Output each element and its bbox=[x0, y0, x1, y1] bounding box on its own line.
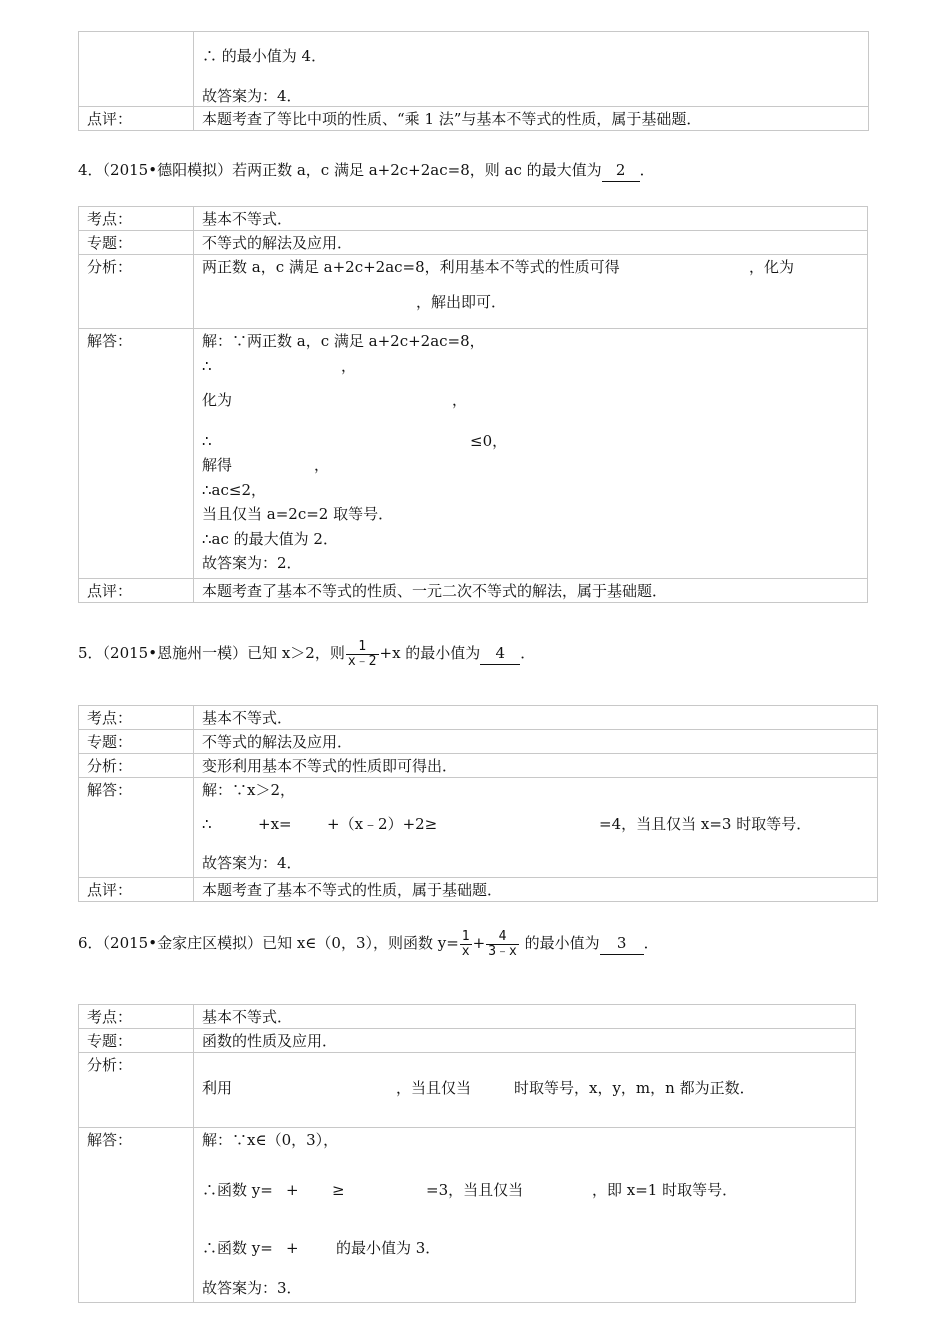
analysis-label: 分析： bbox=[79, 1053, 194, 1128]
solution-line: ∴ bbox=[202, 815, 212, 833]
topic-label: 考点： bbox=[79, 1005, 194, 1029]
analysis-text: 变形利用基本不等式的性质即可得出． bbox=[194, 754, 878, 778]
solution-line: =3，当且仅当 bbox=[426, 1181, 524, 1199]
subject-text: 不等式的解法及应用． bbox=[194, 730, 878, 754]
fraction-numerator: 1 bbox=[346, 640, 379, 655]
analysis-line: 两正数 a，c 满足 a+2c+2ac=8，利用基本不等式的性质可得 bbox=[202, 258, 620, 276]
fraction-numerator: 1 bbox=[461, 929, 470, 944]
question-text: 4．（2015•德阳模拟）若两正数 a，c 满足 a+2c+2ac=8，则 ac 的最大值为 bbox=[78, 161, 602, 179]
solution-cell bbox=[194, 1128, 856, 1303]
solution-label: 解答： bbox=[79, 778, 194, 878]
analysis-label: 分析： bbox=[79, 255, 194, 329]
subject-label: 专题： bbox=[79, 231, 194, 255]
solution-line: 解：∵x＞2， bbox=[202, 781, 296, 799]
topic-label: 考点： bbox=[79, 706, 194, 730]
solution-line: ∴ bbox=[202, 432, 212, 450]
topic-text: 基本不等式． bbox=[194, 1005, 856, 1029]
solution-table-q6 bbox=[78, 1004, 856, 1303]
question-4 bbox=[78, 160, 655, 182]
question-end: ． bbox=[643, 934, 659, 953]
comment-text: 本题考查了基本不等式的性质，属于基础题． bbox=[194, 878, 878, 902]
solution-line: +x= bbox=[258, 815, 292, 833]
solution-line: ≤0， bbox=[470, 432, 508, 450]
answer-line: ∴ 的最小值为 4． bbox=[202, 47, 327, 65]
fraction-numerator: 4 bbox=[486, 930, 519, 945]
fraction-denominator: x bbox=[461, 943, 470, 959]
analysis-label: 分析： bbox=[79, 754, 194, 778]
solution-line: ∴函数 y= bbox=[202, 1239, 273, 1257]
solution-cell bbox=[194, 778, 878, 878]
question-text: +x 的最小值为 bbox=[379, 644, 481, 663]
solution-table-q4 bbox=[78, 206, 868, 603]
solution-line: ，即 x=1 时取等号． bbox=[592, 1181, 738, 1199]
solution-line: ∴ac≤2， bbox=[202, 481, 266, 499]
analysis-line: ，当且仅当 bbox=[396, 1079, 472, 1097]
answer-blank: 4 bbox=[480, 643, 520, 665]
subject-text: 函数的性质及应用． bbox=[194, 1029, 856, 1053]
fraction-denominator: 3﹣x bbox=[488, 943, 517, 959]
solution-line: ， bbox=[341, 357, 357, 375]
solution-line: ， bbox=[452, 391, 468, 409]
question-end: ． bbox=[520, 644, 536, 663]
solution-line: 故答案为：4． bbox=[202, 854, 302, 872]
analysis-line: 时取等号，x，y，m，n 都为正数． bbox=[514, 1079, 755, 1097]
analysis-cell bbox=[194, 255, 868, 329]
question-text: 5．（2015•恩施州一模）已知 x＞2，则 bbox=[78, 644, 345, 663]
topic-text: 基本不等式． bbox=[194, 706, 878, 730]
solution-line: + bbox=[286, 1239, 299, 1257]
solution-line: ∴函数 y= bbox=[202, 1181, 273, 1199]
comment-label: 点评： bbox=[79, 579, 194, 603]
subject-text: 不等式的解法及应用． bbox=[194, 231, 868, 255]
fraction-denominator: x﹣2 bbox=[347, 653, 377, 669]
solution-line: 当且仅当 a=2c=2 取等号． bbox=[202, 505, 394, 523]
solution-label: 解答： bbox=[79, 329, 194, 579]
plus-sign: + bbox=[472, 934, 486, 953]
solution-label: 解答： bbox=[79, 1128, 194, 1303]
comment-label: 点评： bbox=[79, 107, 194, 131]
analysis-line: 利用 bbox=[202, 1079, 233, 1097]
comment-text: 本题考查了基本不等式的性质、一元二次不等式的解法，属于基础题． bbox=[194, 579, 868, 603]
solution-line: 解得 bbox=[202, 456, 233, 474]
fraction bbox=[486, 930, 519, 958]
answer-blank: 3 bbox=[600, 933, 644, 955]
solution-table-q3 bbox=[78, 31, 869, 131]
solution-line: + bbox=[286, 1181, 299, 1199]
solution-line: ， bbox=[314, 456, 330, 474]
solution-line: 故答案为：3． bbox=[202, 1279, 302, 1297]
solution-cell bbox=[194, 329, 868, 579]
topic-label: 考点： bbox=[79, 207, 194, 231]
solution-line: ∴ac 的最大值为 2． bbox=[202, 530, 338, 548]
question-6 bbox=[78, 930, 659, 958]
analysis-line: ，化为 bbox=[749, 258, 795, 276]
solution-line: +（x﹣2）+2≥ bbox=[327, 815, 438, 833]
solution-line: 解：∵两正数 a，c 满足 a+2c+2ac=8， bbox=[202, 332, 485, 350]
comment-text: 本题考查了等比中项的性质、“乘 1 法”与基本不等式的性质，属于基础题． bbox=[194, 107, 869, 131]
solution-line: 化为 bbox=[202, 391, 233, 409]
fraction bbox=[460, 930, 472, 958]
label-cell-empty bbox=[79, 32, 194, 107]
question-text: 的最小值为 bbox=[524, 934, 600, 953]
question-end: ． bbox=[639, 161, 655, 179]
solution-table-q5 bbox=[78, 705, 878, 902]
answer-line: 故答案为：4． bbox=[202, 87, 302, 105]
question-text: 6．（2015•金家庄区模拟）已知 x∈（0，3），则函数 y= bbox=[78, 934, 459, 953]
solution-line: =4，当且仅当 x=3 时取等号． bbox=[599, 815, 812, 833]
solution-line: 故答案为：2． bbox=[202, 554, 302, 572]
topic-text: 基本不等式． bbox=[194, 207, 868, 231]
analysis-cell bbox=[194, 1053, 856, 1128]
solution-line: ∴ bbox=[202, 357, 212, 375]
solution-line: ≥ bbox=[332, 1181, 345, 1199]
subject-label: 专题： bbox=[79, 730, 194, 754]
solution-line: 解：∵x∈（0，3）， bbox=[202, 1131, 339, 1149]
analysis-line: ，解出即可． bbox=[416, 293, 507, 311]
answer-cell bbox=[194, 32, 869, 107]
comment-label: 点评： bbox=[79, 878, 194, 902]
question-5 bbox=[78, 640, 535, 668]
answer-blank: 2 bbox=[602, 160, 640, 182]
subject-label: 专题： bbox=[79, 1029, 194, 1053]
solution-line: 的最小值为 3． bbox=[336, 1239, 441, 1257]
fraction bbox=[346, 640, 379, 668]
